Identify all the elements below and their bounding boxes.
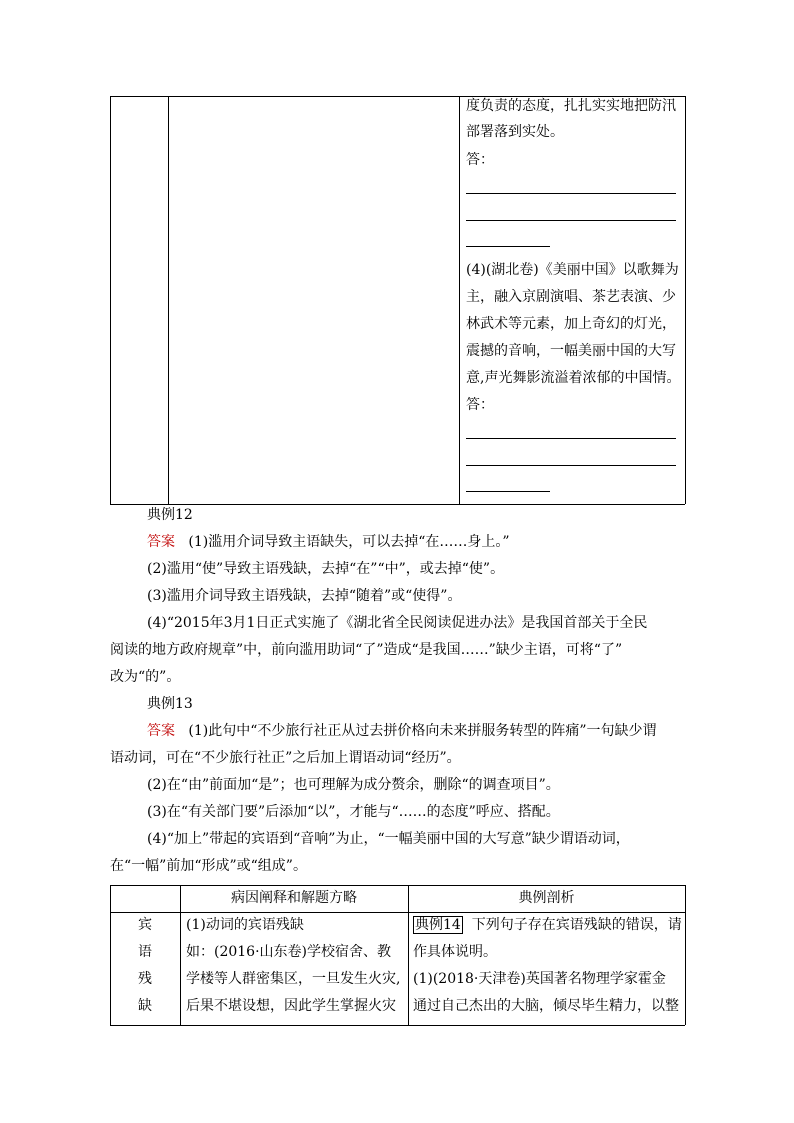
answer-label: 答案 <box>147 534 175 550</box>
category-char: 宾 <box>138 917 152 933</box>
example-12-line-1: 答案 (1)滥用介词导致主语缺失，可以去掉“在……身上。” <box>147 534 510 550</box>
col3-line-6: 林武术等元素，加上奇幻的灯光， <box>466 316 676 332</box>
example-12-line-3: (3)滥用介词导致主语残缺，去掉“随着”或“使得”。 <box>147 588 462 604</box>
bottom-table-border-bottom <box>110 1025 685 1026</box>
bottom-table-divider-2 <box>408 885 409 1025</box>
example-12-line-2: (2)滥用“使”导致主语残缺，去掉“在”“中”，或去掉“使”。 <box>147 561 505 577</box>
answer-blank-line <box>466 220 676 221</box>
answer-blank-line <box>466 438 676 439</box>
example-13-line-2: (2)在“由”前面加“是”；也可理解为成分赘余，删除“的调查项目”。 <box>147 777 560 793</box>
example-14-line-3: (1)(2018·天津卷)英国著名物理学家霍金 <box>413 971 666 987</box>
example-13-line-4a: (4)“加上”带起的宾语到“音响”为止，“一幅美丽中国的大写意”缺少谓语动词， <box>147 831 630 847</box>
bottom-table-header-divider <box>110 912 685 913</box>
col3-answer-label-2: 答： <box>466 397 494 413</box>
header-cause-and-strategy: 病因阐释和解题方略 <box>231 890 357 906</box>
answer-blank-line <box>466 246 550 247</box>
top-table-divider-1 <box>168 96 169 504</box>
example-12-line-4c: 改为“的”。 <box>110 669 181 685</box>
category-char: 语 <box>138 944 152 960</box>
top-table-border-right <box>685 96 686 504</box>
col3-line-4: (4)(湖北卷)《美丽中国》以歌舞为 <box>466 262 679 278</box>
cause-line-3: 学楼等人群密集区，一旦发生火灾, <box>186 971 401 987</box>
example-13-line-4b: 在“一幅”前加“形成”或“组成”。 <box>110 858 307 874</box>
example-13-title: 典例13 <box>147 696 193 712</box>
example-13-line-1a: 答案 (1)此句中“不少旅行社正从过去拼价格向未来拼服务转型的阵痛”一句缺少谓 <box>147 723 657 739</box>
header-example-analysis: 典例剖析 <box>518 890 575 906</box>
top-table-border-top <box>110 96 685 97</box>
example-12-line-4b: 阅读的地方政府规章”中，前向滥用助词“了”造成“是我国……”缺少主语，可将“了” <box>110 642 623 658</box>
answer-blank-line <box>466 465 676 466</box>
example-14-line-2: 作具体说明。 <box>413 944 497 960</box>
cause-line-4: 后果不堪设想，因此学生掌握火灾 <box>186 998 396 1014</box>
example-14-line-4: 通过自己杰出的大脑，倾尽毕生精力，以整 <box>413 998 679 1014</box>
top-table-divider-2 <box>459 96 460 504</box>
answer-blank-line <box>466 193 676 194</box>
col3-line-5: 主，融入京剧演唱、茶艺表演、少 <box>466 289 676 305</box>
col3-answer-label: 答： <box>466 152 494 168</box>
example-14-tag: 典例14 <box>415 917 461 933</box>
col3-line-7: 震撼的音响，一幅美丽中国的大写 <box>466 343 676 359</box>
example-14-line-1: 典例14 下列句子存在宾语残缺的错误，请 <box>415 917 682 933</box>
bottom-table-divider-1 <box>180 885 181 1025</box>
col3-line-2: 部署落到实处。 <box>466 124 564 140</box>
example-13-line-3: (3)在“有关部门要”后添加“以”，才能与“……的态度”呼应、搭配。 <box>147 804 560 820</box>
top-table-border-left <box>110 96 111 504</box>
col3-line-1: 度负责的态度，扎扎实实地把防汛 <box>466 98 676 114</box>
col3-line-8: 意,声光舞影流溢着浓郁的中国情。 <box>466 370 681 386</box>
example-13-line-1b: 语动词，可在“不少旅行社正”之后加上谓语动词“经历”。 <box>110 750 461 766</box>
example-12-title: 典例12 <box>147 507 193 523</box>
bottom-table-border-top <box>110 885 685 886</box>
category-char: 缺 <box>138 998 152 1014</box>
answer-blank-line <box>466 491 550 492</box>
bottom-table-border-right <box>685 885 686 1025</box>
answer-label: 答案 <box>147 723 175 739</box>
cause-line-2: 如：(2016·山东卷)学校宿舍、教 <box>186 944 392 960</box>
category-char: 残 <box>138 971 152 987</box>
cause-line-1: (1)动词的宾语残缺 <box>186 917 304 933</box>
example-12-line-4a: (4)“2015年3月1日正式实施了《湖北省全民阅读促进办法》是我国首部关于全民 <box>147 615 648 631</box>
top-table-border-bottom <box>110 504 685 505</box>
